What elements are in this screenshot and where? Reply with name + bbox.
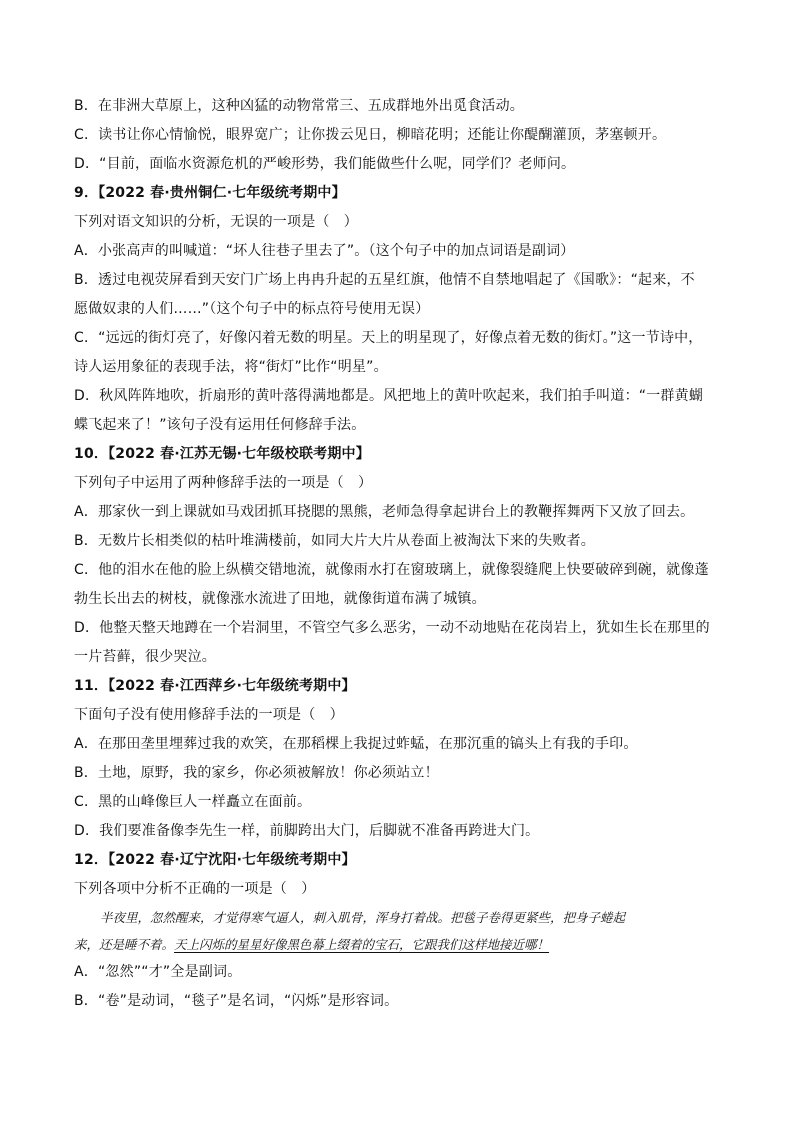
option-d: D．我们要准备像李先生一样，前脚跨出大门，后脚就不准备再跨进大门。	[74, 823, 540, 839]
question-header: 10．【2022 春·江苏无锡·七年级校联考期中】	[74, 446, 370, 462]
option-d: D．“目前，面临水资源危机的严峻形势，我们能做些什么呢，同学们？老师问。	[74, 156, 576, 172]
question-stem: 下列对语文知识的分析，无误的一项是（ ）	[74, 214, 358, 230]
question-10	[74, 440, 724, 672]
option-a: A．“忽然”“才”全是副词。	[74, 964, 242, 980]
option-b: B．“卷”是动词，“毯子”是名词，“闪烁”是形容词。	[74, 993, 399, 1009]
option-a: A．那家伙一到上课就如马戏团抓耳挠腮的黑熊，老师急得拿起讲台上的教鞭挥舞两下又放了回去。	[74, 504, 695, 520]
reading-passage	[74, 904, 724, 958]
option-c-cont: 诗人运用象征的表现手法，将“街灯”比作“明星”。	[74, 359, 388, 375]
question-header: 11．【2022 春·江西萍乡·七年级统考期中】	[74, 678, 356, 694]
question-11	[74, 672, 724, 846]
option-c: C．黑的山峰像巨人一样矗立在面前。	[74, 794, 312, 810]
passage-plain-text: 来，还是睡不着。	[74, 937, 175, 952]
passage-underlined-text: 天上闪烁的星星好像黑色幕上缀着的宝石，它跟我们这样地接近哪！	[174, 937, 550, 952]
option-c: C．读书让你心情愉悦，眼界宽广；让你拨云见日，柳暗花明；还能让你醍醐灌顶，茅塞顿开。	[74, 127, 667, 143]
option-b: B．透过电视荧屏看到天安门广场上冉冉升起的五星红旗，他情不自禁地唱起了《国歌》：“起来，不	[74, 272, 695, 288]
question-stem: 下列句子中运用了两种修辞手法的一项是（ ）	[74, 475, 373, 491]
option-b: B．在非洲大草原上，这种凶猛的动物常常三、五成群地外出觅食活动。	[74, 98, 525, 114]
option-d-cont: 蝶飞起来了！”该句子没有运用任何修辞手法。	[74, 417, 366, 433]
option-a: A．在那田垄里埋葬过我的欢笑，在那稻棵上我捉过蚱蜢，在那沉重的镐头上有我的手印。	[74, 736, 638, 752]
document-page	[74, 92, 724, 1016]
question-header: 9．【2022 春·贵州铜仁·七年级统考期中】	[74, 185, 346, 201]
question-12	[74, 846, 724, 1016]
option-c: C．他的泪水在他的脸上纵横交错地流，就像雨水打在窗玻璃上，就像裂缝爬上快要破碎到碗，就像蓬	[74, 562, 709, 578]
question-header: 12．【2022 春·辽宁沈阳·七年级统考期中】	[74, 852, 356, 868]
option-a: A．小张高声的叫喊道：“坏人往巷子里去了”。（这个句子中的加点词语是副词）	[74, 243, 575, 259]
option-d: D．他整天整天地蹲在一个岩洞里，不管空气多么恶劣，一动不动地贴在花岗岩上，犹如生长在那里的	[74, 620, 710, 636]
option-d-cont: 一片苔藓，很少哭泣。	[74, 649, 216, 665]
passage-line-1: 半夜里，忽然醒来，才觉得寒气逼人，刺入肌骨，浑身打着战。把毯子卷得更紧些，把身子蜷起	[100, 910, 626, 925]
option-b: B．土地，原野，我的家乡，你必须被解放！你必须站立！	[74, 765, 439, 781]
question-stem: 下面句子没有使用修辞手法的一项是（ ）	[74, 707, 344, 723]
option-b-cont: 愿做奴隶的人们……”（这个句子中的标点符号使用无误）	[74, 301, 430, 317]
option-d: D．秋风阵阵地吹，折扇形的黄叶落得满地都是。风把地上的黄叶吹起来，我们拍手叫道：“一群黄蝴	[74, 388, 704, 404]
question-stem: 下列各项中分析不正确的一项是（ ）	[74, 881, 316, 897]
option-c: C．“远远的街灯亮了，好像闪着无数的明星。天上的明星现了，好像点着无数的街灯。”这一节诗中，	[74, 330, 703, 346]
option-c-cont: 勃生长出去的树枝，就像涨水流进了田地，就像街道布满了城镇。	[74, 591, 486, 607]
prev-question-options	[74, 92, 724, 179]
passage-line-2	[74, 931, 724, 958]
question-9	[74, 179, 724, 440]
option-b: B．无数片长相类似的枯叶堆满楼前，如同大片大片从卷面上被淘汰下来的失败者。	[74, 533, 596, 549]
